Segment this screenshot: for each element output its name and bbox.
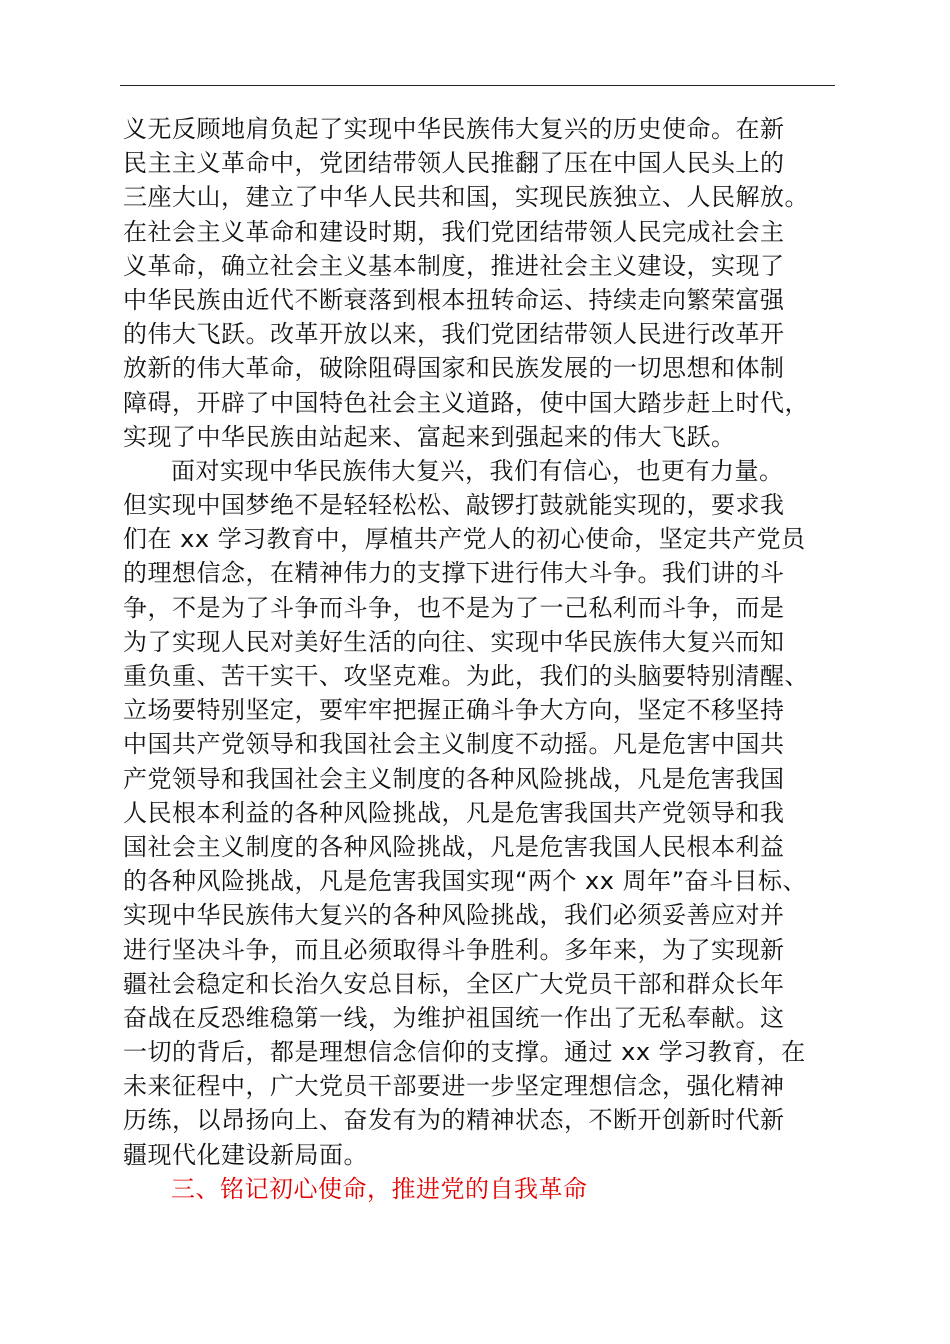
text-line: 实现中华民族伟大复兴的各种风险挑战，我们必须妥善应对并 — [123, 901, 785, 930]
body-text — [123, 112, 835, 1206]
header-rule — [120, 85, 835, 86]
text-line: 奋战在反恐维稳第一线，为维护祖国统一作出了无私奉献。这 — [123, 1003, 785, 1032]
text-line: 民主主义革命中，党团结带领人民推翻了压在中国人民头上的 — [123, 149, 785, 178]
text-line: 国社会主义制度的各种风险挑战，凡是危害我国人民根本利益 — [123, 832, 785, 861]
paragraph-start-line: 面对实现中华民族伟大复兴，我们有信心，也更有力量。 — [171, 456, 784, 485]
text-line: 人民根本利益的各种风险挑战，凡是危害我国共产党领导和我 — [123, 798, 785, 827]
text-line: 的各种风险挑战，凡是危害我国实现“两个 xx 周年”奋斗目标、 — [123, 867, 808, 896]
text-line: 立场要特别坚定，要牢牢把握正确斗争大方向，坚定不移坚持 — [123, 696, 785, 725]
section-heading: 三、铭记初心使命，推进党的自我革命 — [171, 1174, 588, 1203]
text-line: 重负重、苦干实干、攻坚克难。为此，我们的头脑要特别清醒、 — [123, 662, 809, 690]
text-line: 历练，以昂扬向上、奋发有为的精神状态，不断开创新时代新 — [123, 1106, 785, 1135]
text-line: 的理想信念，在精神伟力的支撑下进行伟大斗争。我们讲的斗 — [123, 559, 785, 588]
text-line: 未来征程中，广大党员干部要进一步坚定理想信念，强化精神 — [123, 1072, 785, 1101]
text-line: 疆现代化建设新局面。 — [123, 1140, 368, 1169]
text-line: 三座大山，建立了中华人民共和国，实现民族独立、人民解放。 — [123, 183, 809, 212]
text-line: 义革命，确立社会主义基本制度，推进社会主义建设，实现了 — [123, 251, 785, 280]
text-line: 义无反顾地肩负起了实现中华民族伟大复兴的历史使命。在新 — [123, 115, 785, 143]
text-line: 的伟大飞跃。改革开放以来，我们党团结带领人民进行改革开 — [123, 320, 785, 349]
text-line: 进行坚决斗争，而且必须取得斗争胜利。多年来，为了实现新 — [123, 935, 785, 964]
text-line: 一切的背后，都是理想信念信仰的支撑。通过 xx 学习教育，在 — [123, 1038, 806, 1067]
text-line: 中国共产党领导和我国社会主义制度不动摇。凡是危害中国共 — [123, 730, 785, 759]
text-line: 但实现中国梦绝不是轻轻松松、敲锣打鼓就能实现的，要求我 — [123, 491, 785, 520]
text-line: 在社会主义革命和建设时期，我们党团结带领人民完成社会主 — [123, 217, 785, 246]
text-line: 们在 xx 学习教育中，厚植共产党人的初心使命，坚定共产党员 — [123, 525, 806, 554]
text-line: 放新的伟大革命，破除阻碍国家和民族发展的一切思想和体制 — [123, 354, 785, 383]
text-line: 产党领导和我国社会主义制度的各种风险挑战，凡是危害我国 — [123, 764, 785, 793]
text-line: 为了实现人民对美好生活的向往、实现中华民族伟大复兴而知 — [123, 627, 785, 656]
text-line: 实现了中华民族由站起来、富起来到强起来的伟大飞跃。 — [123, 422, 736, 451]
text-line: 中华民族由近代不断衰落到根本扭转命运、持续走向繁荣富强 — [123, 285, 785, 314]
text-line: 争，不是为了斗争而斗争，也不是为了一己私利而斗争，而是 — [123, 593, 785, 622]
text-line: 疆社会稳定和长治久安总目标，全区广大党员干部和群众长年 — [123, 969, 785, 998]
text-line: 障碍，开辟了中国特色社会主义道路，使中国大踏步赶上时代， — [123, 388, 809, 417]
